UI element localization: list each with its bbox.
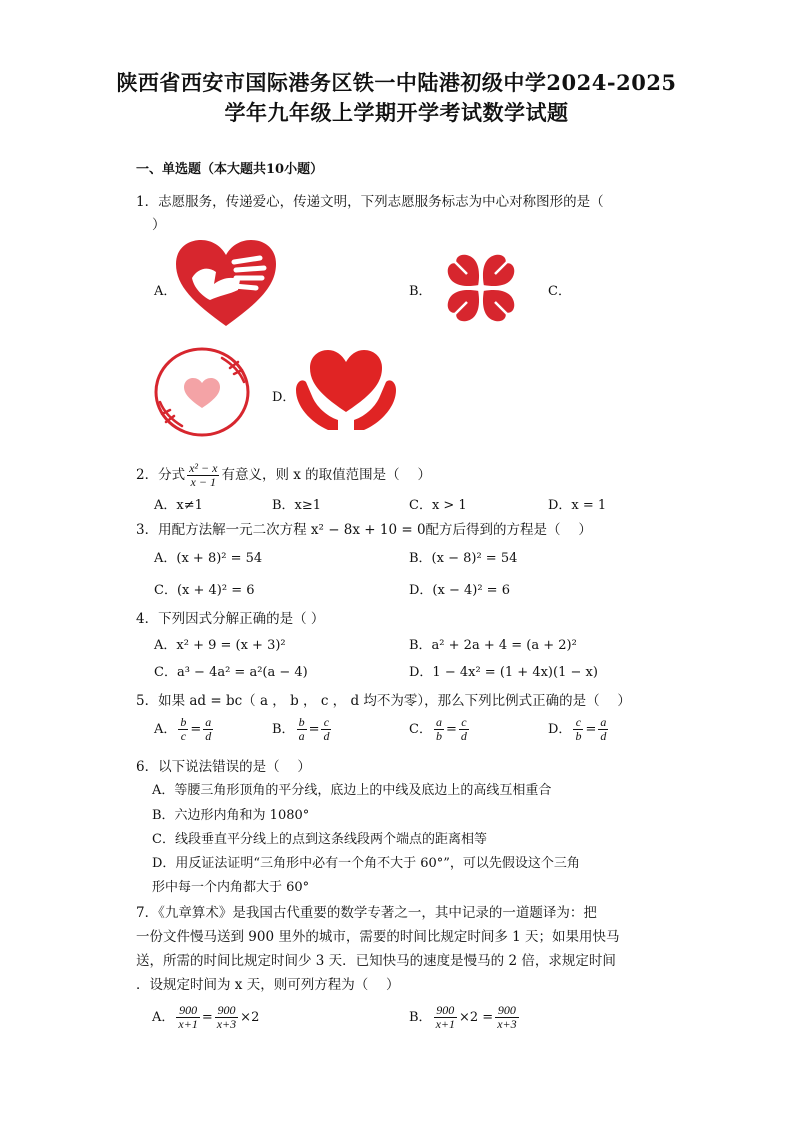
question-2-text — [136, 462, 431, 489]
hands-heart-logo-icon — [292, 346, 400, 438]
heart-hand-logo-icon — [174, 238, 278, 330]
q7-a-left-num: 900 — [176, 1004, 199, 1018]
q3-option-a: A．(x + 8)² = 54 — [154, 551, 263, 566]
q5-b-right-den: d — [323, 729, 330, 743]
q5-d-left-den: b — [575, 729, 582, 743]
q5-option-d: D． $\frac{c}{b}$ = $\frac{a}{d}$ — [548, 715, 607, 743]
q6-option-c: C．线段垂直平分线上的点到这条线段两个端点的距离相等 — [152, 832, 487, 847]
q5-c-right-den: d — [460, 729, 467, 743]
q2-option-a: A．x≠1 — [154, 498, 203, 513]
question-6-text: 6．以下说法错误的是（ ） — [136, 759, 311, 775]
q5-d-left-num: c — [573, 716, 583, 730]
question-7-line-2: 一份文件慢马送到 900 里外的城市，需要的时间比规定时间多 1 天；如果用快马 — [136, 929, 620, 945]
q4-option-c: C．a³ − 4a² = a²(a − 4) — [154, 665, 308, 680]
q5-d-right-num: a — [600, 715, 607, 729]
q5-c-right-num: c — [459, 716, 469, 730]
q7-a-tail: ×2 — [240, 1010, 260, 1025]
q1-option-a-label: A． — [154, 284, 177, 299]
q6-option-d: D．用反证法证明“三角形中必有一个角不大于 60°”，可以先假设这个三角 — [152, 856, 580, 871]
q3-option-c: C．(x + 4)² = 6 — [154, 583, 255, 598]
q1-option-b-label: B． — [409, 284, 432, 299]
q5-b-left-den: a — [298, 729, 305, 743]
q2-numerator: x² − x — [189, 461, 218, 475]
q5-option-b: B． $\frac{b}{a}$ = $\frac{c}{d}$ — [272, 715, 330, 743]
document-title-line-1: 陕西省西安市国际港务区铁一中陆港初级中学2024-2025 — [116, 70, 677, 95]
q7-option-b — [409, 1004, 521, 1031]
question-1-text: 1．志愿服务，传递爱心，传递文明，下列志愿服务标志为中心对称图形的是（ — [136, 194, 604, 210]
q1-option-c-label: C． — [548, 284, 571, 299]
q7-a-right-den: x+3 — [216, 1017, 237, 1031]
q4-option-d: D．1 − 4x² = (1 + 4x)(1 − x) — [409, 665, 598, 680]
q5-d-right-den: d — [600, 729, 607, 743]
q2-suffix: 有意义，则 x 的取值范围是（ ） — [221, 467, 431, 483]
q5-b-left-num: b — [298, 715, 305, 729]
q7-a-label: A． — [152, 1010, 175, 1025]
question-1-close: ） — [152, 217, 166, 233]
circle-hands-heart-logo-icon — [152, 346, 252, 438]
question-7-line-4: ．设规定时间为 x 天，则可列方程为（ ） — [136, 977, 400, 993]
q2-option-d: D．x = 1 — [548, 498, 607, 513]
question-7-line-3: 送，所需的时间比规定时间少 3 天．已知快马的速度是慢马的 2 倍，求规定时间 — [136, 953, 616, 969]
q3-option-d: D．(x − 4)² = 6 — [409, 583, 510, 598]
q7-b-right-num: 900 — [495, 1004, 518, 1018]
q5-a-left-num: b — [180, 715, 187, 729]
q5-a-left-den: c — [180, 729, 187, 743]
q5-a-right-den: d — [205, 729, 212, 743]
q4-option-b: B．a² + 2a + 4 = (a + 2)² — [409, 638, 577, 653]
q5-option-c: C． $\frac{a}{b}$ = $\frac{c}{d}$ — [409, 715, 467, 743]
q5-b-label: B． — [272, 722, 295, 737]
q5-a-label: A． — [154, 722, 177, 737]
q5-c-label: C． — [409, 722, 432, 737]
q7-b-label: B． — [409, 1010, 432, 1025]
section-heading: 一、单选题（本大题共10小题） — [136, 162, 324, 177]
q7-b-right-den: x+3 — [497, 1017, 517, 1031]
q5-c-left-den: b — [435, 729, 442, 743]
q2-option-b: B．x≥1 — [272, 498, 322, 513]
q7-a-right-num: 900 — [215, 1004, 238, 1018]
q4-option-a: A．x² + 9 = (x + 3)² — [154, 638, 286, 653]
q7-option-a — [152, 1004, 259, 1031]
document-title-line-2: 学年九年级上学期开学考试数学试题 — [224, 100, 569, 125]
four-hearts-logo-icon — [431, 238, 531, 338]
q2-option-c: C．x > 1 — [409, 498, 467, 513]
q5-c-left-num: a — [435, 715, 442, 729]
question-7-line-1: 7．《九章算术》是我国古代重要的数学专著之一，其中记录的一道题译为：把 — [136, 905, 597, 921]
q5-a-right-num: a — [205, 715, 212, 729]
question-3-text: 3．用配方法解一元二次方程 x² − 8x + 10 = 0配方后得到的方程是（ ） — [136, 522, 592, 538]
q6-option-a: A．等腰三角形顶角的平分线，底边上的中线及底边上的高线互相重合 — [152, 783, 552, 798]
q5-option-a: A． $\frac{b}{c}$ = $\frac{a}{d}$ — [154, 715, 212, 743]
q7-a-mid: = — [201, 1010, 213, 1025]
question-4-text: 4．下列因式分解正确的是（ ） — [136, 611, 325, 627]
q2-prefix: 2．分式 — [136, 467, 186, 483]
q5-d-label: D． — [548, 722, 572, 737]
q7-b-mid: ×2 = — [459, 1010, 494, 1025]
q3-option-b: B．(x − 8)² = 54 — [409, 551, 518, 566]
q2-fraction — [187, 462, 219, 489]
q7-b-left-den: x+1 — [435, 1017, 455, 1031]
q2-denominator: x − 1 — [190, 475, 216, 489]
q7-b-left-num: 900 — [434, 1004, 457, 1018]
q6-option-d-continued: 形中每一个内角都大于 60° — [152, 880, 310, 895]
q5-b-right-num: c — [321, 716, 331, 730]
question-5-text: 5．如果 ad = bc（ a ， b ， c ， d 均不为零），那么下列比例式正确的是（ ） — [136, 693, 631, 709]
q1-option-d-label: D． — [272, 390, 296, 405]
q7-a-left-den: x+1 — [178, 1017, 198, 1031]
q6-option-b: B．六边形内角和为 1080° — [152, 808, 310, 823]
